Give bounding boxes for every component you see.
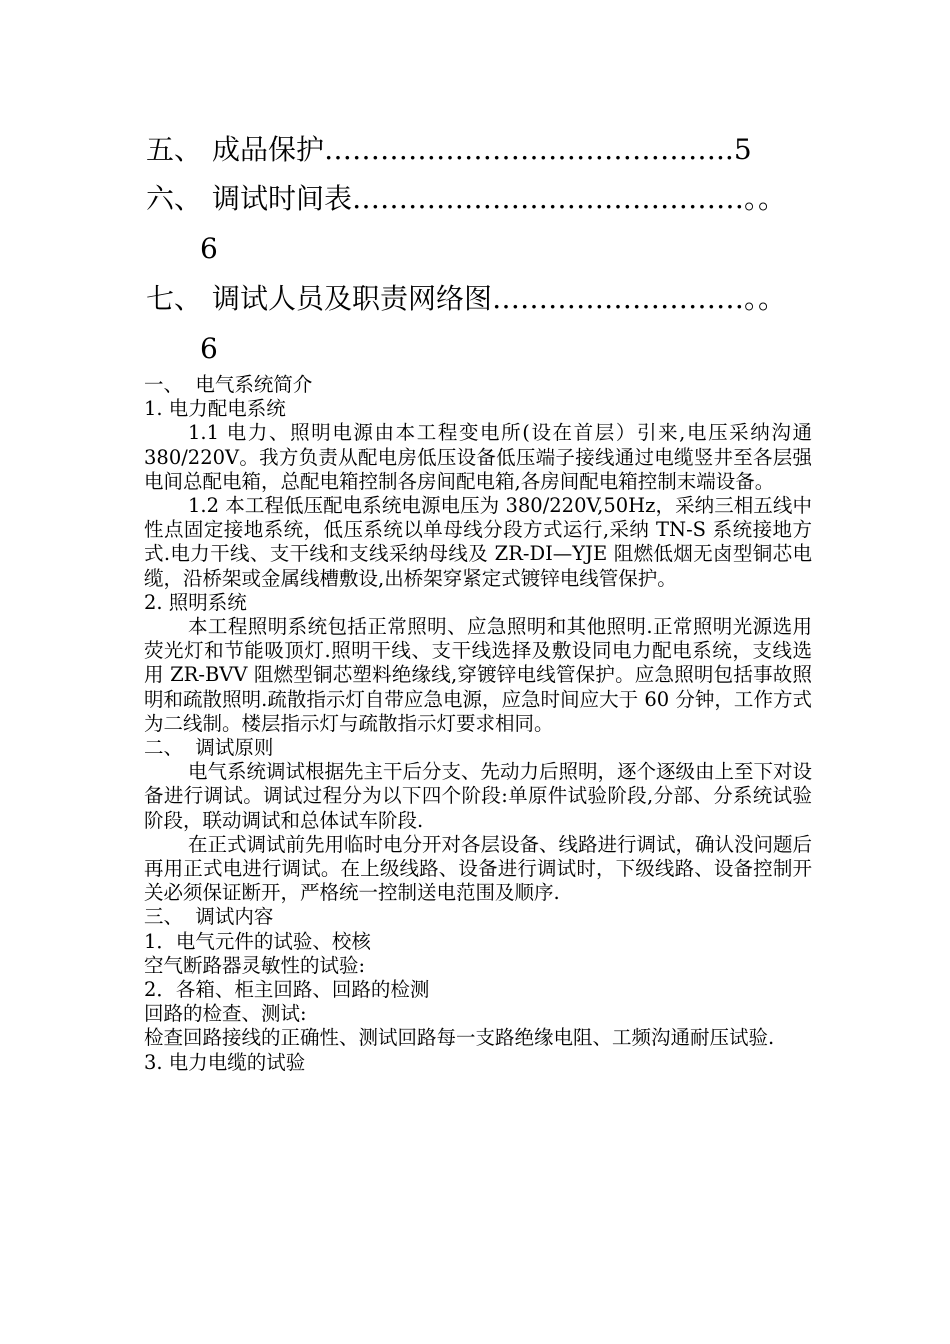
toc-page-marker: 。。 [744, 282, 787, 315]
toc-number: 五、 [146, 133, 203, 166]
paragraph: 电气系统调试根据先主干后分支、先动力后照明，逐个逐级由上至下对设备进行调试。调试过程分为以下四个阶段:单原件试验阶段,分部、分系统试验阶段，联动调试和总体试车阶段. [144, 760, 813, 832]
toc-title: 调试人员及职责网络图 [212, 282, 493, 315]
toc-entry-7[interactable] [146, 279, 836, 319]
toc-title: 成品保护 [212, 133, 325, 166]
toc-title: 调试时间表 [212, 182, 353, 215]
toc-page: 6 [200, 232, 218, 265]
toc-number: 七、 [146, 282, 203, 315]
section-heading: 三、 调试内容 [144, 905, 274, 929]
document-body [144, 373, 812, 1075]
subsection-heading: 3. 电力电缆的试验 [144, 1050, 306, 1074]
paragraph: 在正式调试前先用临时电分开对各层设备、线路进行调试，确认没问题后再用正式电进行调试。在上级线路、设备进行调试时，下级线路、设备控制开关必须保证断开，严格统一控制送电范围及顺序. [144, 832, 813, 905]
subsection-heading: 2. 照明系统 [144, 590, 247, 614]
paragraph: 检查回路接线的正确性、测试回路每一支路绝缘电阻、工频沟通耐压试验. [144, 1026, 775, 1050]
subsection-heading: 2．各箱、柜主回路、回路的检测 [144, 978, 430, 1002]
toc-page: 5 [733, 133, 752, 166]
toc-page: 6 [200, 332, 218, 365]
toc-entry-5[interactable] [146, 130, 836, 170]
toc-page-marker: 。。 [744, 182, 787, 215]
toc-leader: ……………………… [492, 282, 745, 315]
item-heading: 空气断路器灵敏性的试验: [144, 953, 366, 977]
paragraph: 1.1 电力、照明电源由本工程变电所(设在首层）引来,电压采纳沟通 380/220V。我方负责从配电房低压设备低压端子接线通过电缆竖井至各层强电间总配电箱，总配电箱控制各房间配电箱,各房间配电箱控制末端设备。 [144, 421, 812, 493]
subsection-heading: 1．电气元件的试验、校核 [144, 929, 371, 953]
paragraph: 本工程照明系统包括正常照明、应急照明和其他照明.正常照明光源选用荧光灯和节能吸顶灯.照明干线、支干线选择及敷设同电力配电系统，支线选用 ZR-BVV 阻燃型铜芯塑料绝缘线,穿镀锌电线管保护。应急照明包括事故照明和疏散照明.疏散指示灯自带应急电源，应急时间应大于 60 分钟，工作方式为二线制。楼层指示灯与疏散指示灯要求相同。 [144, 615, 812, 735]
section-heading: 一、 电气系统简介 [144, 373, 313, 396]
toc-leader: …………………………………….. [324, 133, 734, 166]
toc-leader: …………………………………… [352, 182, 745, 215]
item-heading: 回路的检查、测试: [144, 1002, 307, 1026]
toc-entry-6[interactable] [146, 179, 836, 219]
section-heading: 二、 调试原则 [144, 736, 274, 760]
paragraph: 1.2 本工程低压配电系统电源电压为 380/220V,50Hz，采纳三相五线中性点固定接地系统，低压系统以单母线分段方式运行,采纳 TN-S 系统接地方式.电力干线、支干线和支线采纳母线及 ZR-DI—YJE 阻燃低烟无卤型铜芯电缆，沿桥架或金属线槽敷设,出桥架穿紧定式镀锌电线管保护。 [144, 494, 812, 590]
toc-number: 六、 [146, 182, 203, 215]
subsection-heading: 1. 电力配电系统 [144, 397, 286, 421]
